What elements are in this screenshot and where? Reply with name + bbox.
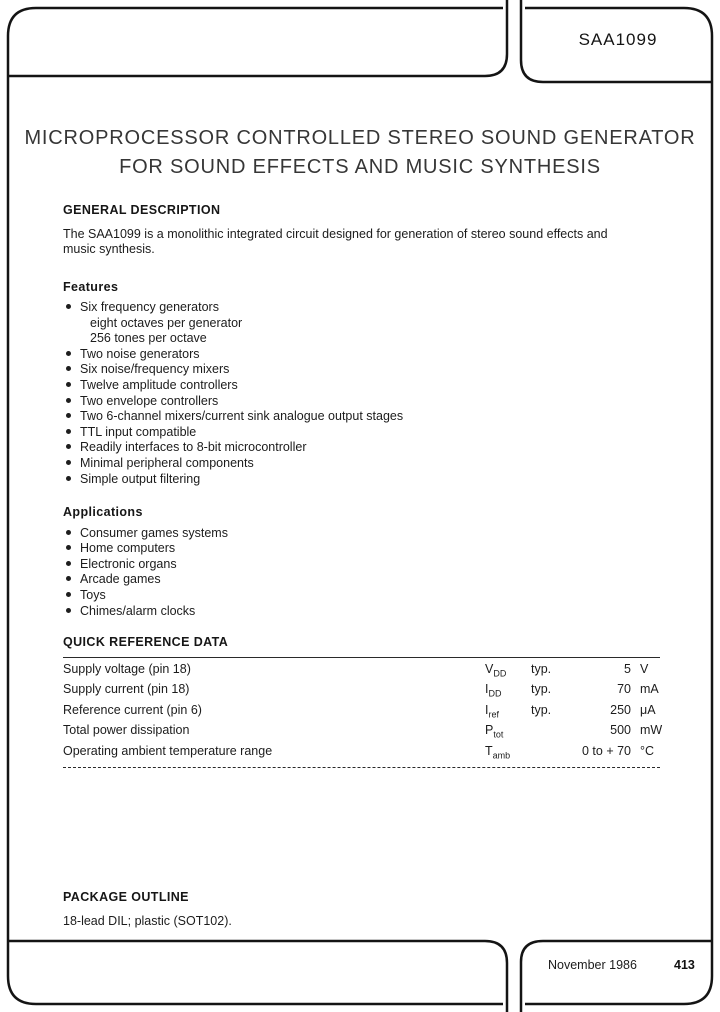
page-title-line1: MICROPROCESSOR CONTROLLED STEREO SOUND GENERATOR xyxy=(24,127,696,149)
unit-cell: mA xyxy=(640,682,659,697)
bullet-icon xyxy=(66,545,71,550)
parameter-cell: Reference current (pin 6) xyxy=(63,702,202,717)
feature-item xyxy=(63,472,663,488)
feature-subitem xyxy=(63,331,663,347)
unit-cell: V xyxy=(640,661,649,676)
quick-reference-table xyxy=(63,659,663,762)
features-list xyxy=(63,300,663,487)
package-outline-body: 18-lead DIL; plastic (SOT102). xyxy=(63,913,232,928)
feature-item xyxy=(63,440,663,456)
symbol-subscript: amb xyxy=(492,750,511,761)
symbol-base: I xyxy=(485,682,489,697)
feature-item-label: Six noise/frequency mixers xyxy=(80,362,230,377)
symbol-base: P xyxy=(485,723,494,738)
bullet-icon xyxy=(66,304,71,309)
feature-item-label: Twelve amplitude controllers xyxy=(80,377,238,392)
general-description-body: The SAA1099 is a monolithic integrated circuit designed for generation of stereo sound effects and music synthesis. xyxy=(63,226,608,256)
bullet-icon xyxy=(66,413,71,418)
bullet-icon xyxy=(66,460,71,465)
main-content xyxy=(63,203,663,929)
feature-item-label: Two envelope controllers xyxy=(80,393,219,408)
feature-item-label: TTL input compatible xyxy=(80,424,197,439)
symbol-subscript: DD xyxy=(493,668,507,679)
value-cell: 250 xyxy=(610,702,631,717)
table-row xyxy=(63,700,663,721)
symbol-subscript: ref xyxy=(488,709,499,720)
application-item-label: Consumer games systems xyxy=(80,525,228,540)
bullet-icon xyxy=(66,444,71,449)
application-item xyxy=(63,604,663,620)
applications-heading: Applications xyxy=(63,505,143,520)
value-cell: 5 xyxy=(624,661,631,676)
symbol-subscript: tot xyxy=(493,729,504,740)
application-item-label: Electronic organs xyxy=(80,556,177,571)
feature-item-label: Minimal peripheral components xyxy=(80,455,254,470)
feature-item xyxy=(63,300,663,316)
header-divider-left xyxy=(8,0,507,76)
table-bottom-rule xyxy=(63,767,660,768)
application-item xyxy=(63,557,663,573)
feature-subitem xyxy=(63,316,663,332)
application-item xyxy=(63,572,663,588)
package-outline-heading: PACKAGE OUTLINE xyxy=(63,890,189,905)
value-cell: 500 xyxy=(610,723,631,738)
applications-list xyxy=(63,526,663,620)
parameter-cell: Total power dissipation xyxy=(63,723,190,738)
feature-item xyxy=(63,394,663,410)
bullet-icon xyxy=(66,398,71,403)
symbol-subscript: DD xyxy=(488,688,502,699)
feature-item xyxy=(63,425,663,441)
bullet-icon xyxy=(66,476,71,481)
table-row xyxy=(63,741,663,762)
symbol-base: I xyxy=(485,702,489,717)
condition-cell: typ. xyxy=(531,702,552,717)
part-number: SAA1099 xyxy=(578,30,658,49)
table-row xyxy=(63,679,663,700)
bullet-icon xyxy=(66,576,71,581)
feature-item-label: Six frequency generators xyxy=(80,300,219,314)
footer-divider-left xyxy=(8,941,507,1012)
footer-date: November 1986 xyxy=(548,958,637,972)
page-title xyxy=(0,124,720,182)
footer-divider-right xyxy=(521,941,712,1012)
feature-item xyxy=(63,362,663,378)
application-item-label: Toys xyxy=(80,588,106,602)
table-row xyxy=(63,720,663,741)
value-cell: 70 xyxy=(617,682,631,697)
symbol-cell xyxy=(485,741,531,766)
bullet-icon xyxy=(66,366,71,371)
application-item xyxy=(63,541,663,557)
unit-cell: °C xyxy=(640,743,655,758)
condition-cell: typ. xyxy=(531,682,552,697)
feature-item xyxy=(63,456,663,472)
feature-item-label: Simple output filtering xyxy=(80,471,201,486)
table-top-rule xyxy=(63,657,660,658)
application-item-label: Home computers xyxy=(80,541,176,556)
table-row xyxy=(63,659,663,680)
application-item-label: Arcade games xyxy=(80,572,161,587)
feature-item-label: Readily interfaces to 8-bit microcontroller xyxy=(80,440,307,455)
general-description-heading: GENERAL DESCRIPTION xyxy=(63,203,221,217)
feature-item xyxy=(63,378,663,394)
unit-cell: mW xyxy=(640,723,663,738)
features-heading: Features xyxy=(63,279,119,294)
bullet-icon xyxy=(66,351,71,356)
bullet-icon xyxy=(66,561,71,566)
application-item xyxy=(63,588,663,604)
condition-cell: typ. xyxy=(531,661,552,676)
application-item xyxy=(63,526,663,542)
page-title-line2: FOR SOUND EFFECTS AND MUSIC SYNTHESIS xyxy=(119,156,601,178)
footer-page-number: 413 xyxy=(674,958,695,972)
feature-item xyxy=(63,347,663,363)
symbol-base: V xyxy=(485,661,494,676)
feature-item xyxy=(63,409,663,425)
symbol-base: T xyxy=(485,743,493,758)
feature-item-label: Two noise generators xyxy=(80,346,200,361)
value-cell: 0 to + 70 xyxy=(582,743,631,758)
bullet-icon xyxy=(66,429,71,434)
parameter-cell: Supply voltage (pin 18) xyxy=(63,661,191,676)
bullet-icon xyxy=(66,382,71,387)
unit-cell: μA xyxy=(640,702,656,717)
parameter-cell: Operating ambient temperature range xyxy=(63,743,273,758)
parameter-cell: Supply current (pin 18) xyxy=(63,682,190,697)
application-item-label: Chimes/alarm clocks xyxy=(80,603,196,618)
feature-item-label: Two 6-channel mixers/current sink analogue output stages xyxy=(80,409,404,424)
bullet-icon xyxy=(66,530,71,535)
feature-subitem-label: eight octaves per generator xyxy=(90,315,243,330)
feature-subitem-label: 256 tones per octave xyxy=(90,331,207,346)
bullet-icon xyxy=(66,608,71,613)
bullet-icon xyxy=(66,592,71,597)
quick-reference-heading: QUICK REFERENCE DATA xyxy=(63,635,229,650)
